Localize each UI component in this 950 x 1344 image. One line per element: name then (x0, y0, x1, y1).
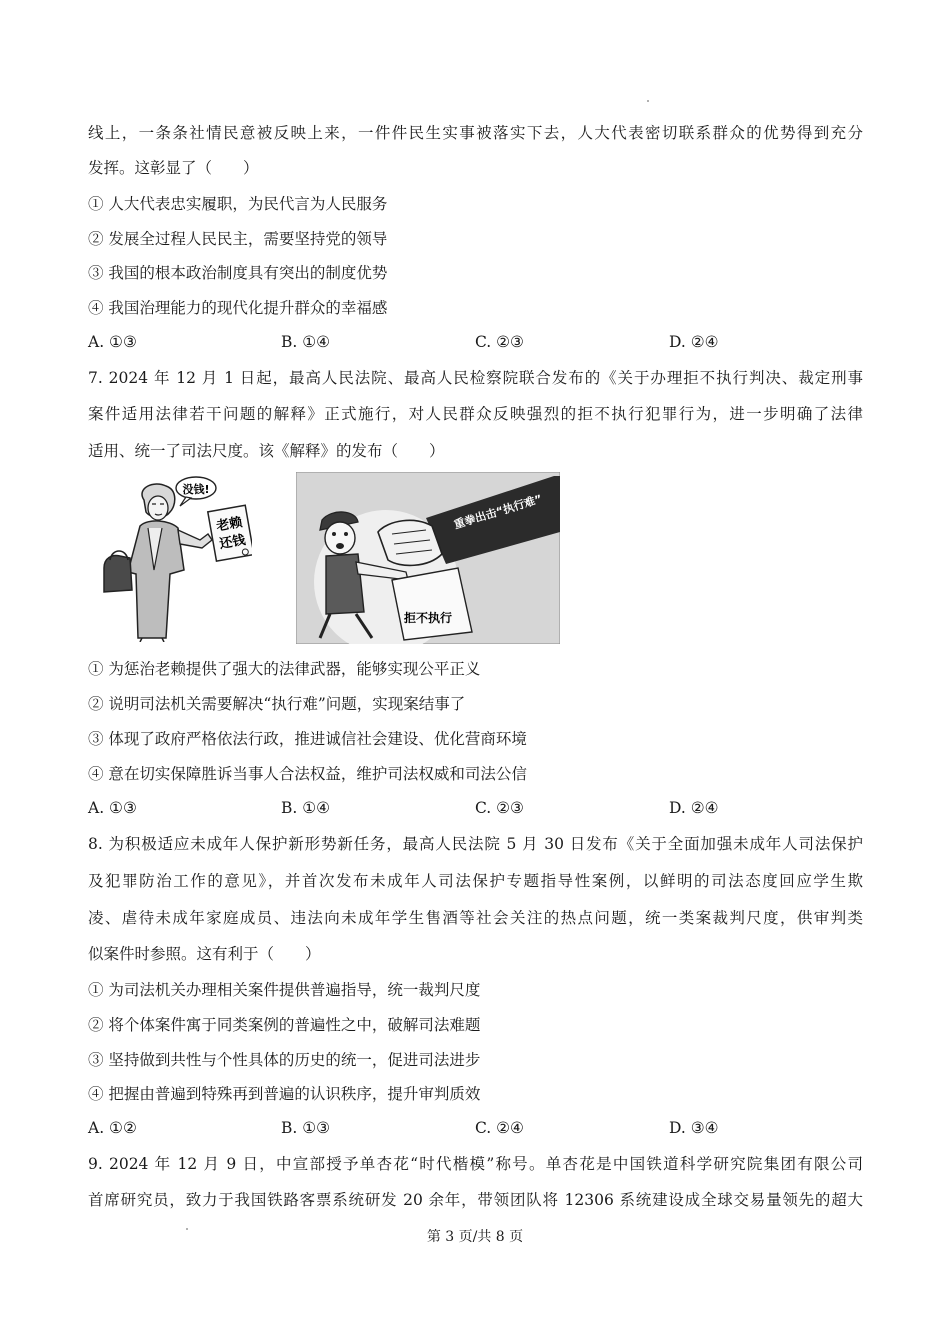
q7-choice-c[interactable]: C. ②③ (475, 799, 524, 817)
q6-choice-a[interactable]: A. ①③ (88, 333, 137, 351)
q8-choice-d[interactable]: D. ③④ (669, 1119, 719, 1137)
bubble-text: 没钱! (182, 483, 210, 496)
q6-choice-c[interactable]: C. ②③ (475, 333, 524, 351)
cartoon-enforcement-fist (296, 472, 560, 644)
scan-speck (647, 100, 649, 102)
q8-choice-b[interactable]: B. ①③ (281, 1119, 331, 1137)
q7-option-2: ② 说明司法机关需要解决“执行难”问题，实现案结事了 (88, 695, 466, 713)
q6-option-1: ① 人大代表忠实履职，为民代言为人民服务 (88, 195, 388, 213)
q6-option-3: ③ 我国的根本政治制度具有突出的制度优势 (88, 264, 388, 282)
q7-choice-b[interactable]: B. ①④ (281, 799, 331, 817)
q6-choice-b[interactable]: B. ①④ (281, 333, 331, 351)
refuse-sign (392, 568, 472, 640)
q7-choice-d[interactable]: D. ②④ (669, 799, 719, 817)
q7-option-4: ④ 意在切实保障胜诉当事人合法权益，维护司法权威和司法公信 (88, 765, 527, 783)
q8-stem-line2: 及犯罪防治工作的意见》，并首次发布未成年人司法保护专题指导性案例，以鲜明的司法态度回应学生欺 (88, 872, 863, 890)
svg-text:老赖: 老赖 (215, 515, 244, 535)
q8-choice-a[interactable]: A. ①② (88, 1119, 137, 1137)
q7-option-3: ③ 体现了政府严格依法行政，推进诚信社会建设、优化营商环境 (88, 730, 527, 748)
q6-stem-line2: 发挥。这彰显了（ ） (88, 159, 259, 177)
q8-stem-line1: 8. 为积极适应未成年人保护新形势新任务，最高人民法院 5 月 30 日发布《关于全面加强未成年人司法保护 (88, 835, 863, 853)
q7-stem-line1: 7. 2024 年 12 月 1 日起，最高人民法院、最高人民检察院联合发布的《关于办理拒不执行判决、裁定刑事 (88, 369, 863, 387)
q7-stem-line3: 适用、统一了司法尺度。该《解释》的发布（ ） (88, 442, 445, 460)
q6-option-2: ② 发展全过程人民民主，需要坚持党的领导 (88, 230, 388, 248)
q9-stem-line2: 首席研究员，致力于我国铁路客票系统研发 20 余年，带领团队将 12306 系统建设成全球交易量领先的超大 (88, 1191, 863, 1209)
scan-speck (186, 1228, 188, 1230)
q8-stem-line4: 似案件时参照。这有利于（ ） (88, 945, 321, 963)
arm-label: 重拳出击“执行难” (452, 492, 544, 532)
svg-text:还钱: 还钱 (218, 532, 247, 553)
q9-stem-line1: 9. 2024 年 12 月 9 日，中宣部授予单杏花“时代楷模”称号。单杏花是中国铁道科学研究院集团有限公司 (88, 1155, 863, 1173)
q8-stem-line3: 凌、虐待未成年家庭成员、违法向未成年学生售酒等社会关注的热点问题，统一类案裁判尺度，供审判类 (88, 909, 863, 927)
q8-option-3: ③ 坚持做到共性与个性具体的历史的统一，促进司法进步 (88, 1051, 481, 1069)
q7-option-1: ① 为惩治老赖提供了强大的法律武器，能够实现公平正义 (88, 660, 481, 678)
fist-icon (378, 520, 442, 565)
q6-stem-line1: 线上，一条条社情民意被反映上来，一件件民生实事被落实下去，人大代表密切联系群众的优势得到充分 (88, 124, 863, 142)
page-number-footer: 第 3 页/共 8 页 (426, 1229, 524, 1245)
q6-choice-d[interactable]: D. ②④ (669, 333, 719, 351)
q8-choice-c[interactable]: C. ②④ (475, 1119, 524, 1137)
q6-option-4: ④ 我国治理能力的现代化提升群众的幸福感 (88, 299, 388, 317)
q8-option-4: ④ 把握由普遍到特殊再到普遍的认识秩序，提升审判质效 (88, 1085, 481, 1103)
q7-choice-a[interactable]: A. ①③ (88, 799, 137, 817)
q8-option-1: ① 为司法机关办理相关案件提供普遍指导，统一裁判尺度 (88, 981, 481, 999)
refuse-sign-text: 拒不执行 (403, 611, 453, 625)
q8-option-2: ② 将个体案件寓于同类案例的普遍性之中，破解司法难题 (88, 1016, 481, 1034)
handbag-icon (104, 556, 132, 593)
cartoon-debtor-figure (92, 474, 252, 642)
q7-stem-line2: 案件适用法律若干问题的解释》正式施行，对人民群众反映强烈的拒不执行犯罪行为，进一步明确了法律 (88, 405, 863, 423)
sign-laolai-huanqian (208, 505, 252, 561)
